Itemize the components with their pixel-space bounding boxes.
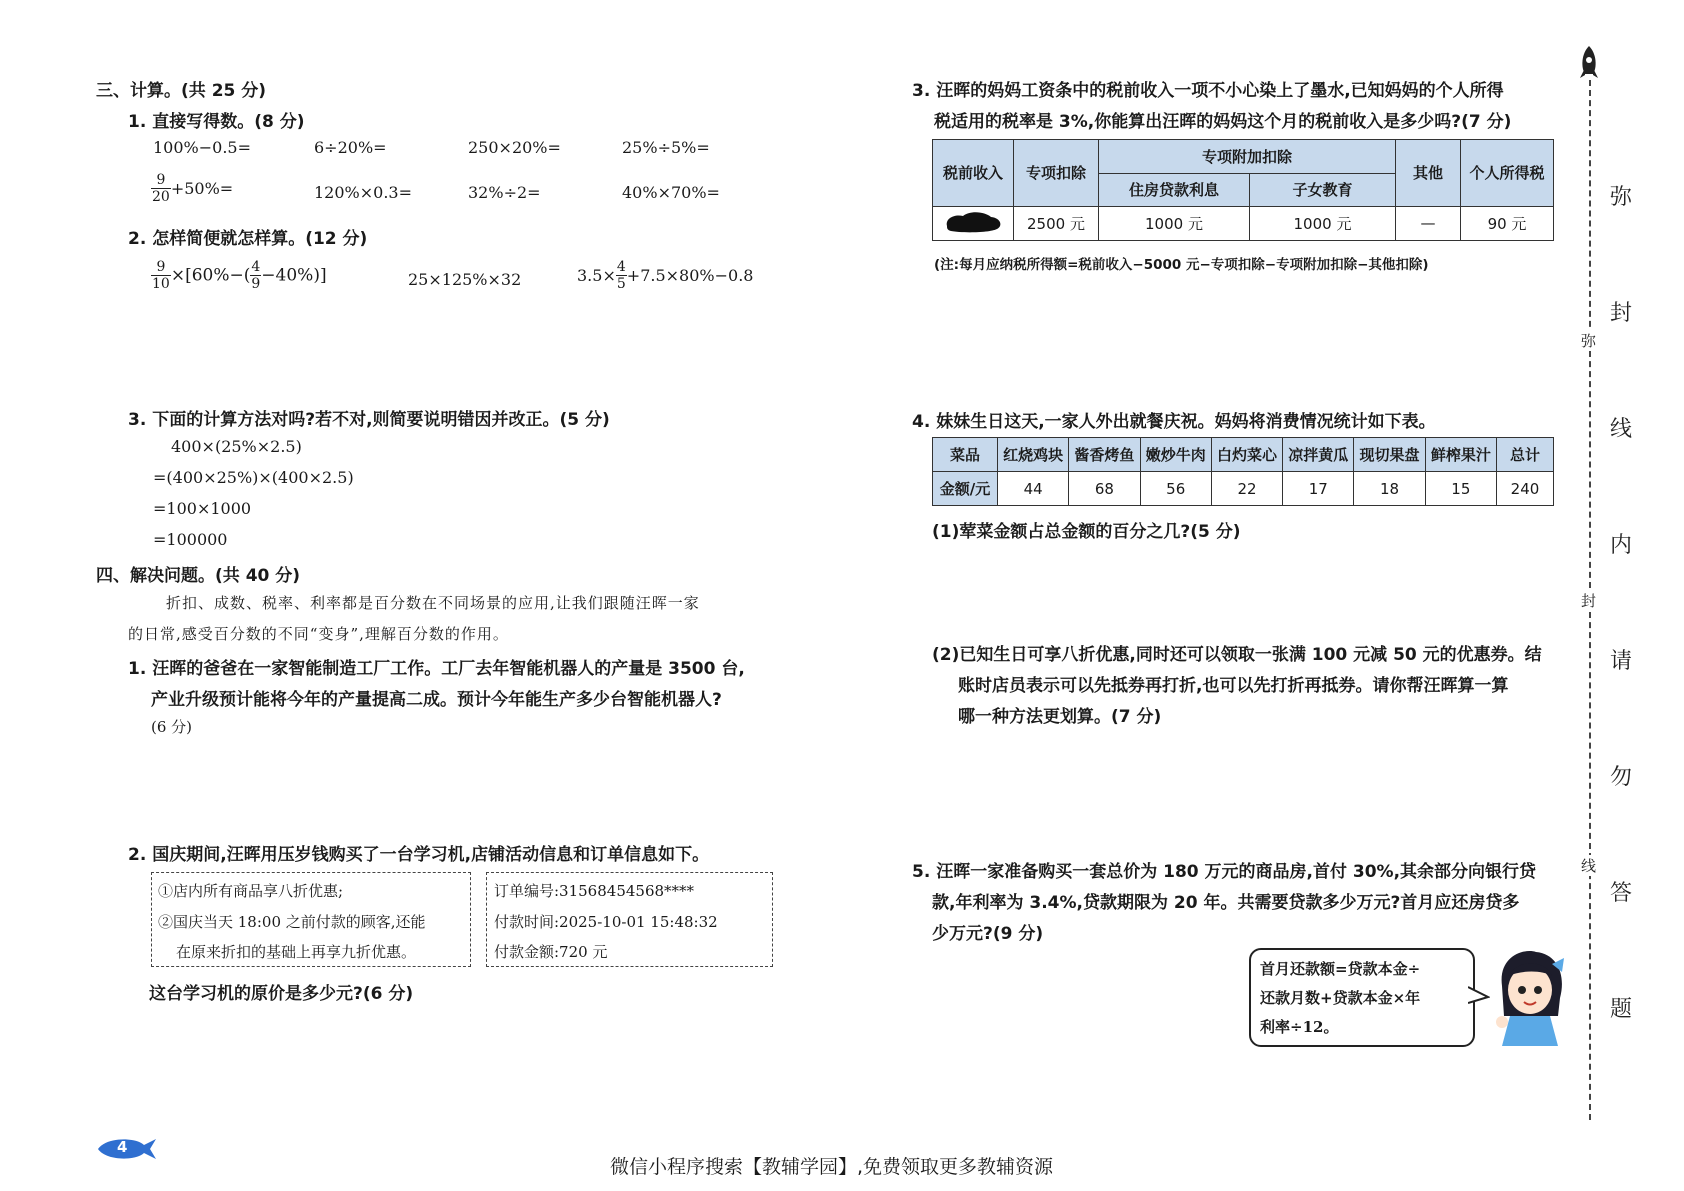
- calc-q3-step: 400×(25%×2.5): [171, 437, 302, 456]
- calc-q1-item: 40%×70%=: [622, 183, 720, 202]
- menu-header-cell: 酱香烤鱼: [1069, 438, 1140, 472]
- menu-value-cell: 68: [1069, 472, 1140, 506]
- calc-q2-title: 2. 怎样简便就怎样算。(12 分): [128, 229, 368, 249]
- problem-q4-part2: (2)已知生日可享八折优惠,同时还可以领取一张满 100 元减 50 元的优惠券。结: [932, 645, 1542, 665]
- tax-value-income-tax: 90 元: [1461, 206, 1554, 240]
- menu-table: [932, 437, 1554, 506]
- tax-note: (注:每月应纳税所得额=税前收入−5000 元−专项扣除−专项附加扣除−其他扣除): [934, 257, 1429, 273]
- binding-char: 答: [1610, 881, 1633, 906]
- problem-q5: 5. 汪晖一家准备购买一套总价为 180 万元的商品房,首付 30%,其余部分向银行贷: [912, 862, 1537, 882]
- calc-q3-step: =100×1000: [153, 499, 252, 518]
- calc-q2-item-b: 25×125%×32: [408, 270, 522, 289]
- calc-q1-item: 6÷20%=: [314, 138, 387, 157]
- tax-value-special: 2500 元: [1014, 206, 1099, 240]
- binding-char: 题: [1610, 997, 1633, 1022]
- menu-header-cell: 鲜榨果汁: [1425, 438, 1496, 472]
- calc-q3-step: =(400×25%)×(400×2.5): [153, 468, 354, 487]
- calc-q1-item: 25%÷5%=: [622, 138, 710, 157]
- menu-header-cell: 总计: [1497, 438, 1554, 472]
- bubble-tail-icon: [1468, 985, 1490, 1007]
- calc-q1-title: 1. 直接写得数。(8 分): [128, 112, 305, 132]
- hint-bubble-text: 还款月数+贷款本金×年: [1260, 989, 1421, 1007]
- section3-title: 三、计算。(共 25 分): [96, 81, 267, 101]
- calc-q3-step: =100000: [153, 530, 228, 549]
- problem-q1: 产业升级预计能将今年的产量提高二成。预计今年能生产多少台智能机器人?: [151, 690, 722, 710]
- tax-value-other: —: [1396, 206, 1461, 240]
- tax-header-housing: 住房贷款利息: [1099, 174, 1250, 206]
- page-number: 4: [117, 1138, 128, 1156]
- binding-char: 请: [1610, 649, 1633, 674]
- binding-char: 弥: [1610, 185, 1633, 210]
- menu-header-cell: 红烧鸡块: [998, 438, 1069, 472]
- tax-header-income-tax: 个人所得税: [1461, 140, 1554, 207]
- calc-q1-item: 32%÷2=: [468, 183, 541, 202]
- tax-header-education: 子女教育: [1250, 174, 1396, 206]
- menu-header-cell: 嫩炒牛肉: [1140, 438, 1211, 472]
- hint-bubble-text: 首月还款额=贷款本金÷: [1260, 960, 1421, 978]
- fraction: $\frac{9}{20}$: [152, 172, 170, 205]
- order-line: 订单编号:31568454568****: [494, 882, 695, 900]
- menu-header-cell: 白灼菜心: [1211, 438, 1282, 472]
- binding-small-char: 弥: [1581, 332, 1597, 350]
- binding-small-char: 封: [1581, 592, 1597, 610]
- promotion-line: 在原来折扣的基础上再享九折优惠。: [176, 943, 417, 961]
- menu-value-cell: 17: [1283, 472, 1354, 506]
- menu-value-cell: 18: [1354, 472, 1425, 506]
- menu-header-cell: 凉拌黄瓜: [1283, 438, 1354, 472]
- promotion-line: ②国庆当天 18:00 之前付款的顾客,还能: [158, 913, 426, 931]
- problem-q1: 1. 汪晖的爸爸在一家智能制造工厂工作。工厂去年智能机器人的产量是 3500 台,: [128, 659, 745, 679]
- tax-header-pretax: 税前收入: [933, 140, 1014, 207]
- calc-q1-item: 120%×0.3=: [314, 183, 412, 202]
- calc-q2-item-c: 3.5× $\frac{4}{5}$ +7.5×80%−0.8: [577, 259, 754, 292]
- menu-header-cell: 菜品: [933, 438, 998, 472]
- promotion-line: ①店内所有商品享八折优惠;: [158, 882, 344, 900]
- section4-intro: 的日常,感受百分数的不同“变身”,理解百分数的作用。: [128, 625, 509, 643]
- menu-value-cell: 44: [998, 472, 1069, 506]
- problem-q5: 少万元?(9 分): [932, 924, 1044, 944]
- problem-q3: 税适用的税率是 3%,你能算出汪晖的妈妈这个月的税前收入是多少吗?(7 分): [934, 112, 1512, 132]
- calc-q1-item: 250×20%=: [468, 138, 561, 157]
- tax-header-additional: 专项附加扣除: [1099, 140, 1396, 174]
- footer-promo: 微信小程序搜索【教辅学园】,免费领取更多教辅资源: [610, 1156, 1054, 1178]
- problem-q4-part2: 哪一种方法更划算。(7 分): [958, 707, 1162, 727]
- binding-char: 封: [1610, 301, 1633, 326]
- menu-value-cell: 56: [1140, 472, 1211, 506]
- binding-small-char: 线: [1581, 857, 1597, 875]
- menu-value-cell: 15: [1425, 472, 1496, 506]
- tax-header-special: 专项扣除: [1014, 140, 1099, 207]
- menu-value-cell: 22: [1211, 472, 1282, 506]
- hint-bubble-text: 利率÷12。: [1260, 1018, 1339, 1036]
- section4-title: 四、解决问题。(共 40 分): [96, 566, 301, 586]
- order-line: 付款时间:2025-10-01 15:48:32: [494, 913, 718, 931]
- problem-q5: 款,年利率为 3.4%,贷款期限为 20 年。共需要贷款多少万元?首月应还房贷多: [932, 893, 1520, 913]
- problem-q1-score: (6 分): [151, 718, 193, 736]
- ink-stain-cell: [933, 206, 1014, 240]
- problem-q3: 3. 汪晖的妈妈工资条中的税前收入一项不小心染上了墨水,已知妈妈的个人所得: [912, 81, 1504, 101]
- binding-char: 勿: [1610, 765, 1633, 790]
- section4-intro: 折扣、成数、税率、利率都是百分数在不同场景的应用,让我们跟随汪晖一家: [166, 594, 700, 612]
- ink-stain-icon: [941, 208, 1005, 234]
- binding-char: 内: [1610, 533, 1633, 558]
- calc-q1-item-fraction: $\frac{9}{20}$ +50%=: [152, 172, 234, 205]
- tax-value-housing: 1000 元: [1099, 206, 1250, 240]
- calc-q1-item: 100%−0.5=: [153, 138, 251, 157]
- problem-q4-part2: 账时店员表示可以先抵券再打折,也可以先打折再抵券。请你帮汪晖算一算: [958, 676, 1509, 696]
- tax-header-other: 其他: [1396, 140, 1461, 207]
- problem-q4-part1: (1)荤菜金额占总金额的百分之几?(5 分): [932, 522, 1241, 542]
- menu-value-cell: 240: [1497, 472, 1554, 506]
- calc-q2-item-a: $\frac{9}{10}$ ×[60%−( $\frac{4}{9}$ −40%)]: [152, 259, 327, 292]
- problem-q2-question: 这台学习机的原价是多少元?(6 分): [149, 984, 414, 1004]
- girl-character-icon: [1488, 946, 1572, 1046]
- menu-header-cell: 现切果盘: [1354, 438, 1425, 472]
- tax-table: [932, 139, 1554, 241]
- rocket-icon: [1577, 44, 1601, 84]
- problem-q4: 4. 妹妹生日这天,一家人外出就餐庆祝。妈妈将消费情况统计如下表。: [912, 412, 1436, 432]
- problem-q2: 2. 国庆期间,汪晖用压岁钱购买了一台学习机,店铺活动信息和订单信息如下。: [128, 845, 710, 865]
- tax-value-education: 1000 元: [1250, 206, 1396, 240]
- binding-char: 线: [1610, 417, 1633, 442]
- calc-q3-title: 3. 下面的计算方法对吗?若不对,则简要说明错因并改正。(5 分): [128, 410, 610, 430]
- menu-value-cell: 金额/元: [933, 472, 998, 506]
- order-line: 付款金额:720 元: [494, 943, 608, 961]
